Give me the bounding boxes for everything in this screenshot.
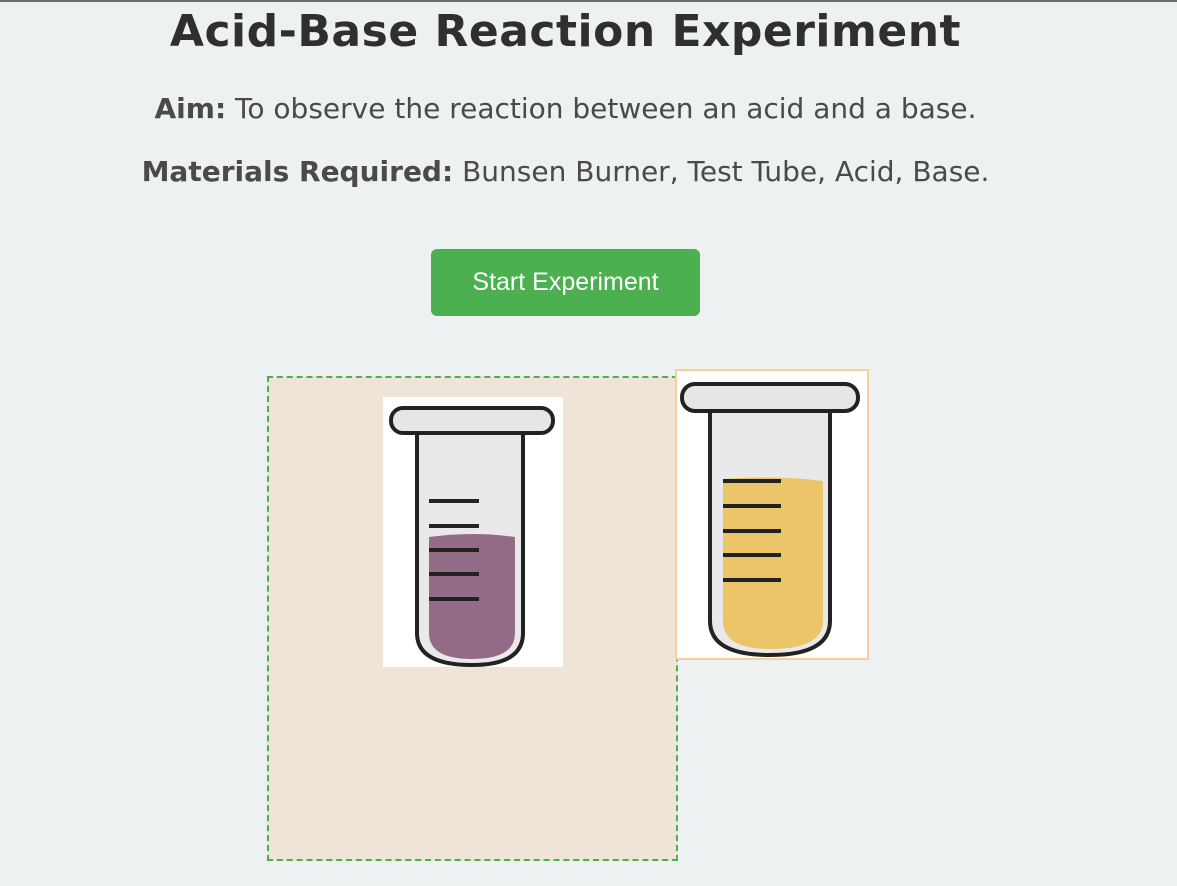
page-title: Acid-Base Reaction Experiment xyxy=(169,6,962,57)
test-tube-icon xyxy=(677,371,867,658)
test-tube-icon xyxy=(383,397,563,667)
materials-text xyxy=(0,155,1131,188)
materials-label: Materials Required: xyxy=(141,155,454,188)
aim-description: To observe the reaction between an acid and a base. xyxy=(226,92,977,125)
top-border xyxy=(0,0,1177,2)
base-test-tube[interactable] xyxy=(675,369,869,660)
aim-label: Aim: xyxy=(154,92,227,125)
start-experiment-button[interactable]: Start Experiment xyxy=(431,249,700,316)
materials-description: Bunsen Burner, Test Tube, Acid, Base. xyxy=(453,155,990,188)
acid-test-tube[interactable] xyxy=(383,397,563,667)
aim-text xyxy=(0,92,1131,125)
